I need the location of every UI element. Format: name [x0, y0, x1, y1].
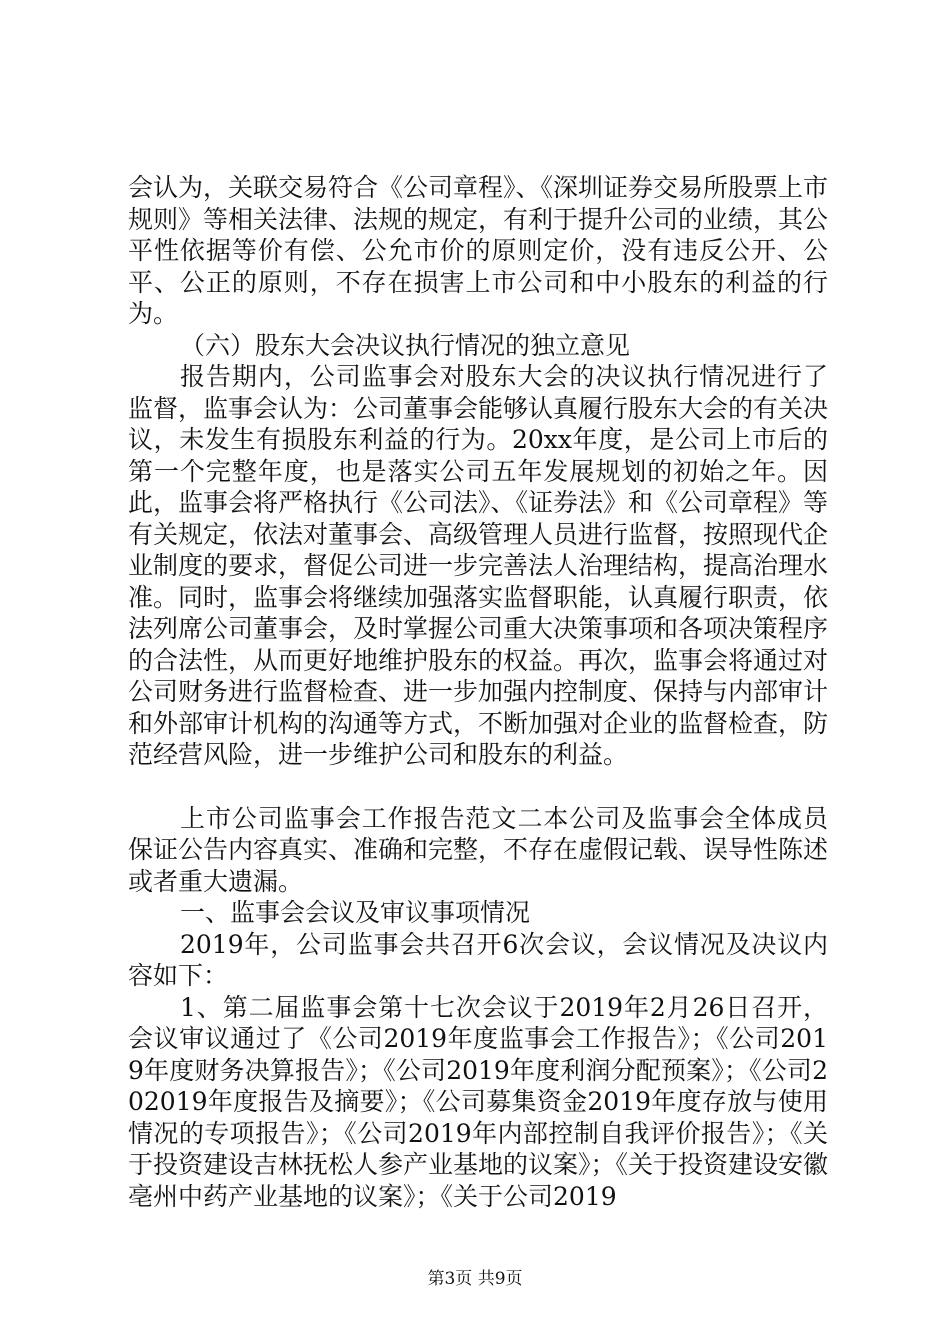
paragraph-spacer: [128, 771, 828, 803]
document-body: [128, 172, 828, 1212]
paragraph-sample-two-intro: 上市公司监事会工作报告范文二本公司及监事会全体成员保证公告内容真实、准确和完整，不存在虚假记载、误导性陈述或者重大遗漏。: [128, 803, 829, 896]
page-footer: 第3页 共9页: [427, 1269, 523, 1289]
paragraph-meeting-item-1: 1、第二届监事会第十七次会议于2019年2月26日召开，会议审议通过了《公司2019年度监事会工作报告》；《公司2019年度财务决算报告》；《公司2019年度利润分配预案》；《公司202019年度报告及摘要》；《公司募集资金2019年度存放与使用情况的专项报告》；《公司2019年内部控制自我评价报告》；《关于投资建设吉林抚松人参产业基地的议案》；《关于投资建设安徽亳州中药产业基地的议案》；《关于公司2019: [128, 992, 829, 1211]
section-heading-one: 一、监事会会议及审议事项情况: [180, 898, 531, 927]
paragraph-meetings-summary: 2019年，公司监事会共召开6次会议，会议情况及决议内容如下：: [128, 929, 828, 990]
paragraph-related-transactions: 会认为，关联交易符合《公司章程》、《深圳证券交易所股票上市规则》等相关法律、法规的规定，有利于提升公司的业绩，其公平性依据等价有偿、公允市价的原则定价，没有违反公开、公平、公正的原则，不存在损害上市公司和中小股东的利益的行为。: [128, 173, 829, 328]
section-heading-six: （六）股东大会决议执行情况的独立意见: [180, 330, 631, 360]
paragraph-resolution-execution: 报告期内，公司监事会对股东大会的决议执行情况进行了监督，监事会认为：公司董事会能够认真履行股东大会的有关决议，未发生有损股东利益的行为。20xx年度，是公司上市后的第一个完整年度，也是落实公司五年发展规划的初始之年。因此，监事会将严格执行《公司法》、《证券法》和《公司章程》等有关规定，依法对董事会、高级管理人员进行监督，按照现代企业制度的要求，督促公司进一步完善法人治理结构，提高治理水准。同时，监事会将继续加强落实监督职能，认真履行职责，依法列席公司董事会，及时掌握公司重大决策事项和各项决策程序的合法性，从而更好地维护股东的权益。再次，监事会将通过对公司财务进行监督检查、进一步加强内控制度、保持与内部审计和外部审计机构的沟通等方式，不断加强对企业的监督检查，防范经营风险，进一步维护公司和股东的利益。: [128, 362, 829, 769]
